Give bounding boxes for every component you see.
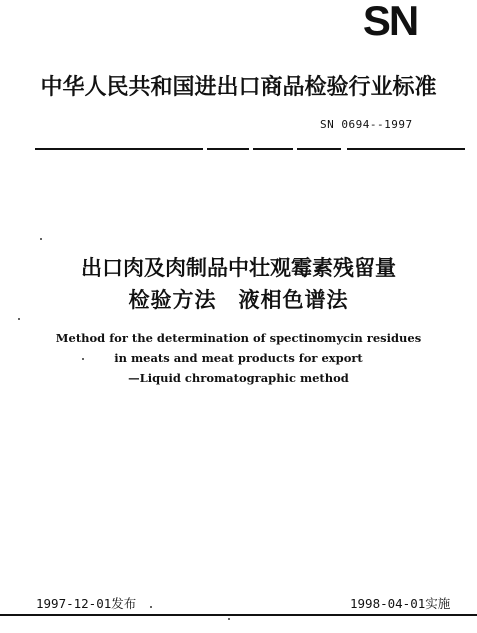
english-title-line-3: —Liquid chromatographic method <box>128 371 349 385</box>
scan-speck <box>150 606 152 608</box>
issuing-authority-title: 中华人民共和国进出口商品检验行业标准 <box>40 75 437 100</box>
issue-date: 1997-12-01发布 <box>36 596 137 611</box>
scan-speck <box>228 618 230 620</box>
chinese-title-part-a: 检验方法 <box>128 288 217 312</box>
footer-divider <box>0 614 477 616</box>
sn-logo-graphic <box>350 2 430 38</box>
chinese-title-line-1: 出口肉及肉制品中壮观霉素残留量 <box>81 256 396 280</box>
divider-segment <box>207 148 249 150</box>
divider-segment <box>347 148 465 150</box>
chinese-title-part-b: 液相色谱法 <box>238 288 349 312</box>
divider-segment <box>253 148 293 150</box>
implementation-date: 1998-04-01实施 <box>350 596 451 611</box>
sn-logo-text: SN <box>362 2 418 38</box>
chinese-title-line-2 <box>0 284 477 314</box>
sn-logo <box>350 2 430 38</box>
divider-segment <box>297 148 341 150</box>
scan-speck <box>40 238 42 240</box>
scan-speck <box>18 318 20 320</box>
standard-number: SN 0694--1997 <box>320 118 413 131</box>
header-divider <box>35 148 465 151</box>
scan-speck <box>82 358 84 360</box>
divider-segment <box>35 148 203 150</box>
english-title-line-2: in meats and meat products for export <box>114 351 363 365</box>
english-title-line-1: Method for the determination of spectinomycin residues <box>55 331 422 345</box>
